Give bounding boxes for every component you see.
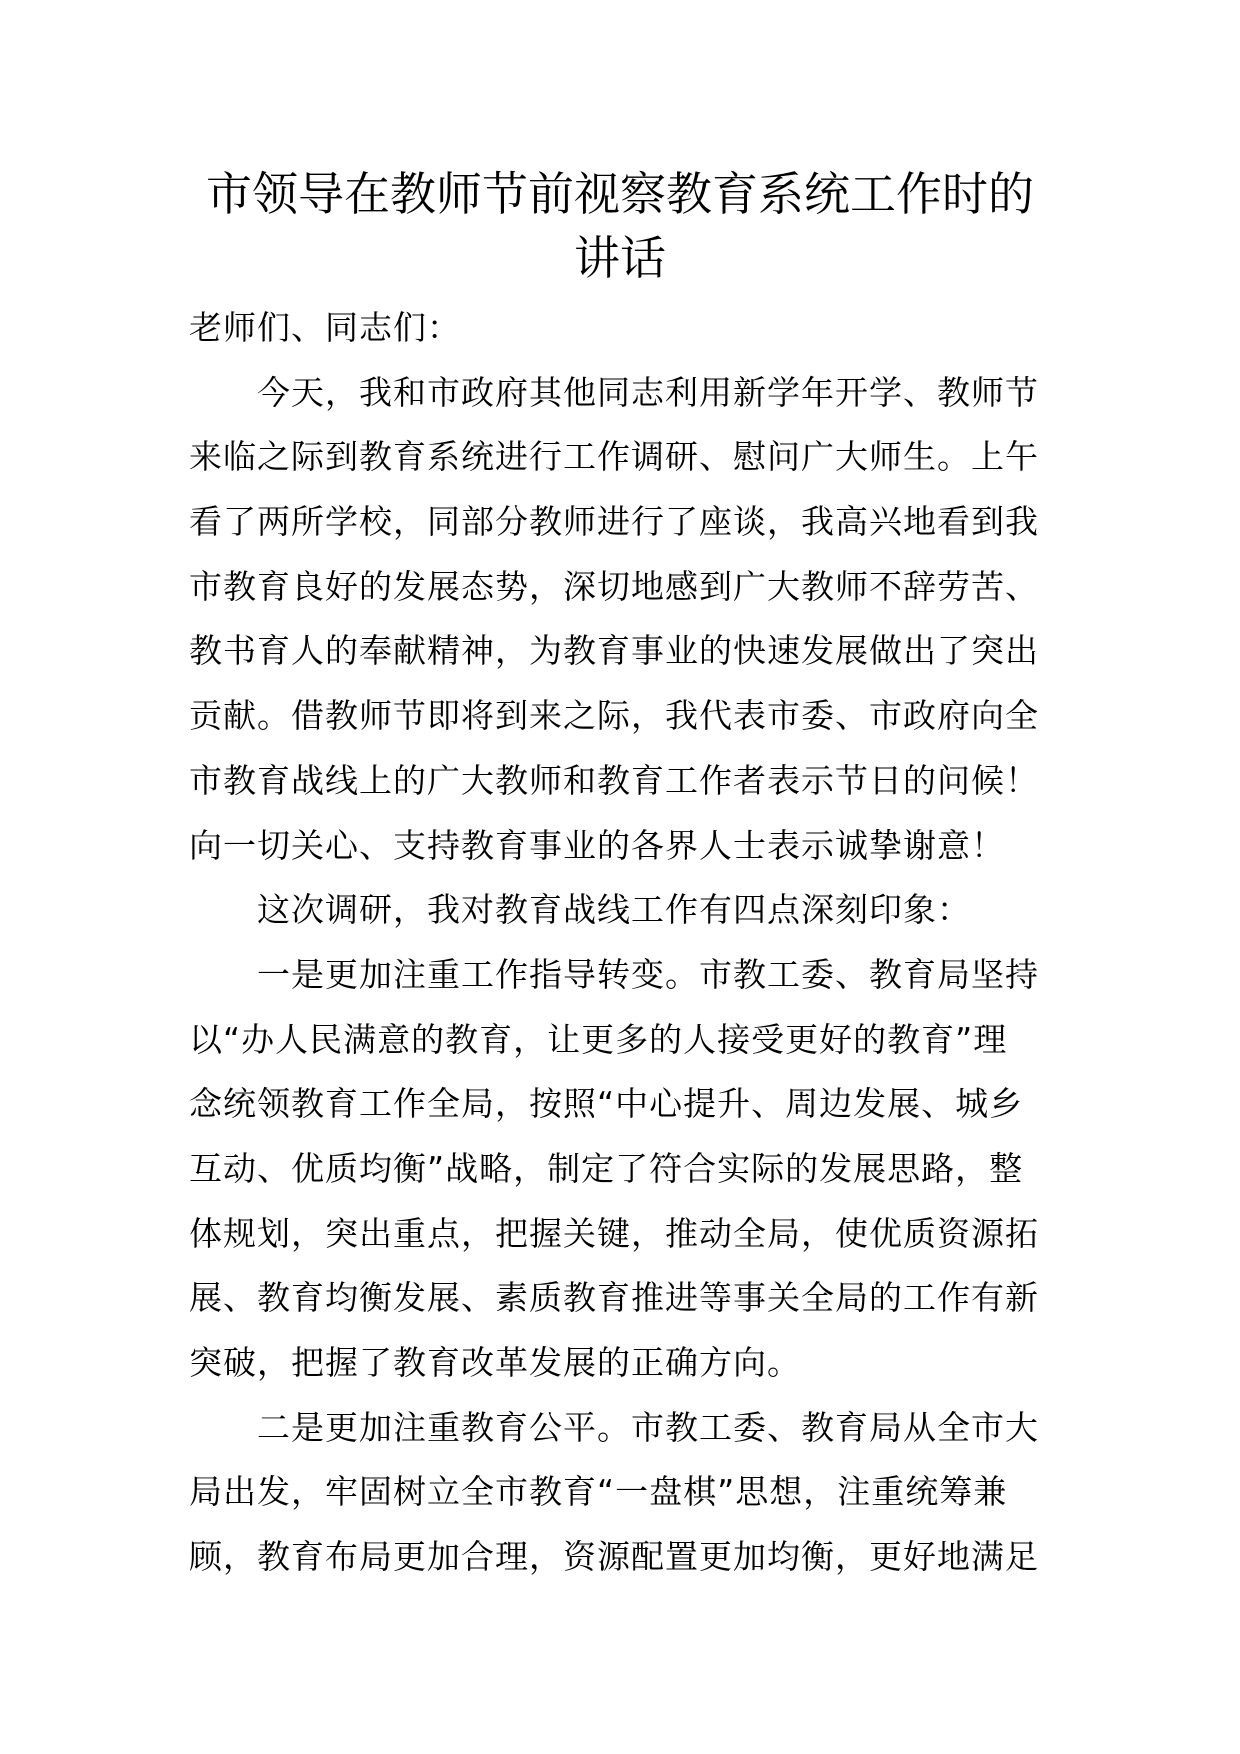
body-line: 局出发，牢固树立全市教育“一盘棋”思想，注重统筹兼 xyxy=(189,1472,1008,1512)
body-line: 体规划，突出重点，把握关键，推动全局，使优质资源拓 xyxy=(189,1213,1039,1253)
body-line: 一是更加注重工作指导转变。市教工委、教育局坚持 xyxy=(257,954,1039,994)
body-line: 看了两所学校，同部分教师进行了座谈，我高兴地看到我 xyxy=(189,502,1039,542)
body-line: 市教育战线上的广大教师和教育工作者表示节日的问候！ xyxy=(189,760,1039,800)
body-line: 念统领教育工作全局，按照“中心提升、周边发展、城乡 xyxy=(189,1084,1024,1124)
document-title xyxy=(190,162,1050,290)
document-body xyxy=(189,296,1061,1590)
body-line: 来临之际到教育系统进行工作调研、慰问广大师生。上午 xyxy=(189,437,1039,477)
body-line: 互动、优质均衡”战略，制定了符合实际的发展思路，整 xyxy=(189,1148,1024,1188)
salutation: 老师们、同志们： xyxy=(189,308,461,347)
body-line: 贡献。借教师节即将到来之际，我代表市委、市政府向全 xyxy=(189,696,1039,736)
body-line: 这次调研，我对教育战线工作有四点深刻印象： xyxy=(257,890,971,930)
body-line: 以“办人民满意的教育，让更多的人接受更好的教育”理 xyxy=(189,1019,1008,1059)
body-line: 二是更加注重教育公平。市教工委、教育局从全市大 xyxy=(257,1407,1039,1447)
body-line: 今天，我和市政府其他同志利用新学年开学、教师节 xyxy=(257,372,1039,412)
body-lines xyxy=(189,361,1061,1590)
body-line: 教书育人的奉献精神，为教育事业的快速发展做出了突出 xyxy=(189,631,1039,671)
body-line: 展、教育均衡发展、素质教育推进等事关全局的工作有新 xyxy=(189,1278,1039,1318)
body-line: 市教育良好的发展态势，深切地感到广大教师不辞劳苦、 xyxy=(189,566,1039,606)
title-line-1: 市领导在教师节前视察教育系统工作时的 xyxy=(206,167,1034,221)
body-line: 顾，教育布局更加合理，资源配置更加均衡，更好地满足 xyxy=(189,1537,1039,1577)
title-line-2: 讲话 xyxy=(574,231,666,285)
body-line: 向一切关心、支持教育事业的各界人士表示诚挚谢意！ xyxy=(189,825,1005,865)
body-line: 突破，把握了教育改革发展的正确方向。 xyxy=(189,1343,801,1382)
